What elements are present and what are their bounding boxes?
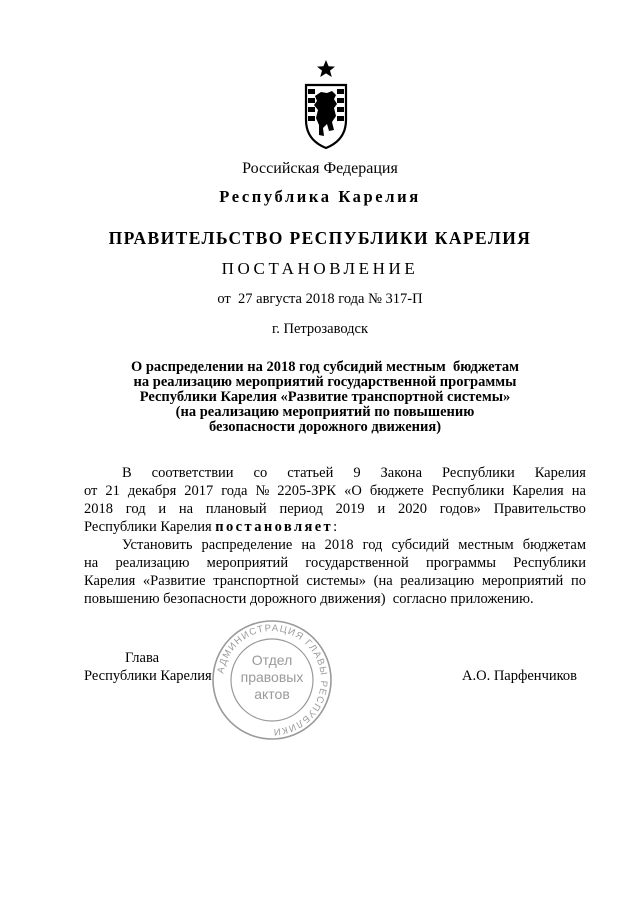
body-line [84,536,586,554]
stamp-line: актов [254,686,290,702]
body-word: В [122,465,132,481]
body-word: год [125,501,146,517]
body-word: 2205-ЗРК [277,483,337,499]
body-word: Установить [122,537,193,553]
republic-name: Республика Карелия [219,187,421,206]
body-word: системы» [306,573,366,589]
body-word: программы [425,555,496,571]
body-word: 2018 [324,537,354,553]
signatory-organization: Республики Карелия [84,668,212,684]
body-word: № [255,483,270,499]
subject-line: (на реализацию мероприятий по повышению [175,404,475,420]
body-word: и [377,501,386,517]
signatory-title: Глава [125,650,160,666]
body-line [84,518,586,536]
body-word: соответствии [151,465,234,481]
body-word: Правительство [493,501,586,517]
body-word: Карелия [84,573,136,589]
body-word: 2018 [84,501,113,517]
body-word: мероприятий [206,555,289,571]
body-line [84,482,586,500]
body-word: и [158,501,167,517]
body-word: 2020 [398,501,427,517]
body-word: 9 [353,465,361,481]
body-word: 21 [105,483,120,499]
body-word: транспортной [213,573,299,589]
body-word: годов» [439,501,481,517]
body-word: государственной [305,555,409,571]
body-word: 2019 [335,501,365,517]
body-word: Закона [380,465,423,481]
body-word: Республики [441,465,515,481]
body-line [84,500,586,518]
body-word: по [570,573,586,589]
body-line [84,464,586,482]
body-word: бюджетам [522,537,586,553]
body-text: : [333,519,338,535]
star-icon [317,60,335,77]
document-subject [95,360,555,435]
body-word: год [362,537,383,553]
body-word: Карелия [534,465,586,481]
subject-line: на реализацию мероприятий государственной программы [133,374,517,390]
document-city: г. Петрозаводск [271,321,369,337]
body-word: со [253,465,268,481]
document-type: ПОСТАНОВЛЕНИЕ [221,259,419,278]
body-word: на [301,537,316,553]
body-word: Республики [431,483,505,499]
legal-department-stamp [210,618,334,742]
stamp-ring-text: АДМИНИСТРАЦИЯ ГЛАВЫ РЕСПУБЛИКИ [215,622,330,738]
subject-line: Республики Карелия «Развитие транспортной системы» [139,389,511,405]
stamp-line: Отдел [251,652,293,668]
body-word: плановый [205,501,267,517]
subject-line: безопасности дорожного движения) [208,419,442,435]
body-word: на [178,501,194,517]
body-word: Республики [513,555,586,571]
body-word: местным [458,537,514,553]
document-body [84,464,586,608]
body-word: реализацию [400,573,475,589]
body-text: Республики Карелия [84,519,216,535]
body-word: распределение [201,537,293,553]
government-title: ПРАВИТЕЛЬСТВО РЕСПУБЛИКИ КАРЕЛИЯ [108,228,532,248]
body-word: (на [373,573,393,589]
coat-of-arms-icon [301,58,351,151]
body-word: мероприятий [481,573,564,589]
country-name: Российская Федерация [242,160,398,177]
body-word: «Развитие [142,573,206,589]
body-word: статьей [287,465,334,481]
body-word: от [84,483,98,499]
body-word: Карелия [512,483,564,499]
body-line [84,554,586,572]
body-line: повышению безопасности дорожного движения) согласно приложению. [84,591,534,607]
body-word: бюджете [369,483,424,499]
body-word: года [221,483,248,499]
body-word: на [84,555,99,571]
body-word: субсидий [391,537,450,553]
body-word: реализацию [115,555,190,571]
body-word: «О [344,483,362,499]
body-line [84,572,586,590]
body-word: 2017 [184,483,214,499]
document-date-number: от 27 августа 2018 года № 317-П [217,291,423,307]
resolution-verb: постановляет [215,519,334,535]
body-word: декабря [127,483,177,499]
stamp-line: правовых [240,669,304,685]
subject-line: О распределении на 2018 год субсидий местным бюджетам [130,359,520,375]
body-word: на [571,483,586,499]
signatory-name: А.О. Парфенчиков [462,668,578,684]
body-word: период [279,501,323,517]
